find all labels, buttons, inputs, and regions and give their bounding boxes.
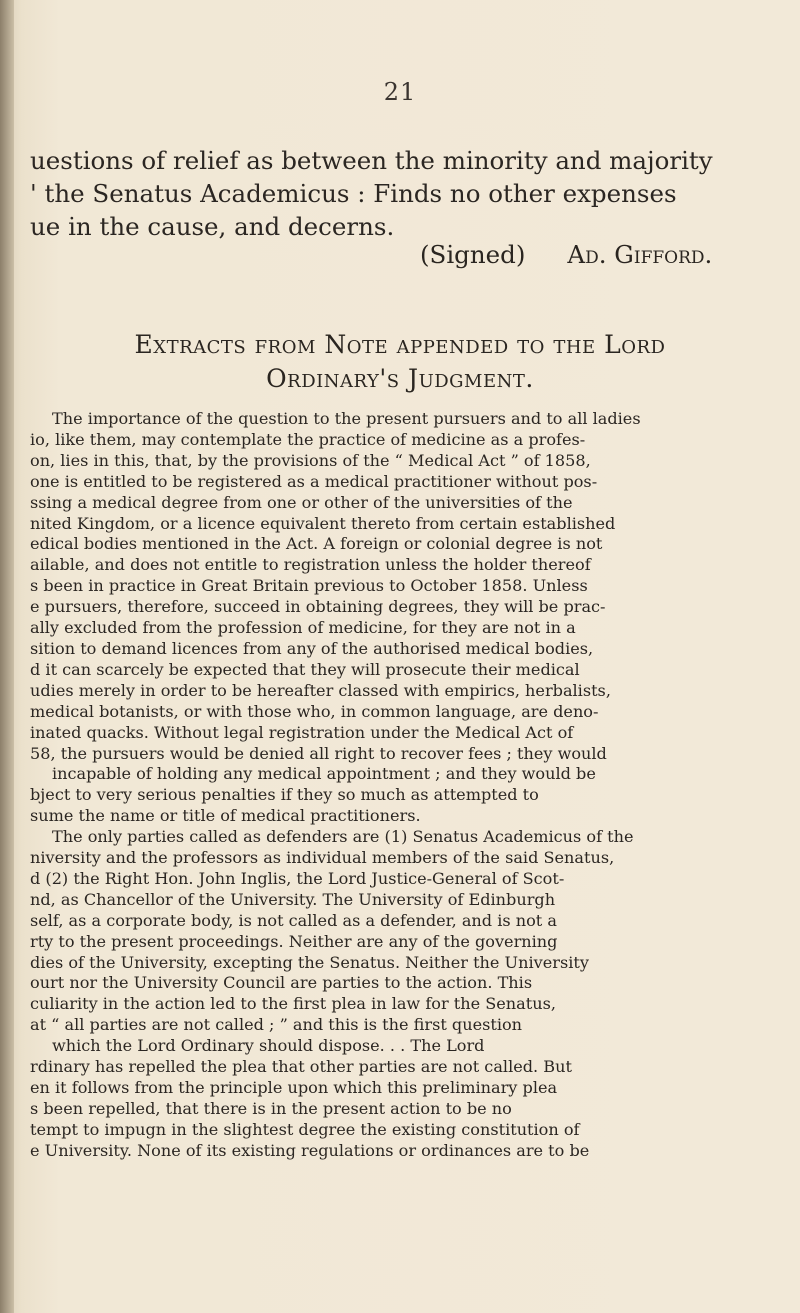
text-line: d (2) the Right Hon. John Inglis, the Lord Justice-General of Scot- bbox=[30, 868, 565, 888]
top-paragraph bbox=[30, 144, 790, 243]
text-line: e University. None of its existing regulations or ordinances are to be bbox=[30, 1140, 590, 1160]
text-line: one is entitled to be registered as a medical practitioner without pos- bbox=[30, 471, 598, 491]
text-line: The only parties called as defenders are (1) Senatus Academicus of the bbox=[52, 827, 634, 847]
text-line: culiarity in the action led to the first plea in law for the Senatus, bbox=[30, 994, 556, 1014]
text-line: ourt nor the University Council are parties to the action. This bbox=[30, 973, 533, 993]
text-line: udies merely in order to be hereafter classed with empirics, herbalists, bbox=[30, 680, 611, 700]
signatory-name: Ad. Gifford. bbox=[567, 240, 713, 269]
text-line: en it follows from the principle upon which this preliminary plea bbox=[30, 1078, 558, 1097]
text-line: sume the name or title of medical practitioners. bbox=[30, 806, 421, 826]
text-line: incapable of holding any medical appointment ; and they would be bbox=[52, 764, 596, 784]
text-line: bject to very serious penalties if they so much as attempted to bbox=[30, 785, 539, 805]
signed-label: (Signed) bbox=[420, 240, 526, 269]
text-line: niversity and the professors as individual members of the said Senatus, bbox=[30, 848, 615, 868]
text-line: rty to the present proceedings. Neither are any of the governing bbox=[30, 931, 558, 951]
section-heading bbox=[40, 328, 760, 396]
text-line: ue in the cause, and decerns. bbox=[30, 212, 395, 241]
text-line: nd, as Chancellor of the University. The University of Edinburgh bbox=[30, 889, 556, 909]
page-number: 21 bbox=[383, 78, 417, 106]
text-line: ' the Senatus Academicus : Finds no other expenses bbox=[30, 179, 677, 208]
text-line: s been repelled, that there is in the present action to be no bbox=[30, 1098, 512, 1118]
text-line: rdinary has repelled the plea that other parties are not called. But bbox=[30, 1057, 572, 1077]
text-line: ally excluded from the profession of medicine, for they are not in a bbox=[30, 618, 576, 638]
text-line: self, as a corporate body, is not called as a defender, and is not a bbox=[30, 910, 557, 930]
text-line: e pursuers, therefore, succeed in obtaining degrees, they will be prac- bbox=[30, 597, 606, 617]
heading-line: Extracts from Note appended to the Lord bbox=[134, 330, 666, 359]
text-line: d it can scarcely be expected that they will prosecute their medical bbox=[30, 659, 580, 679]
text-line: which the Lord Ordinary should dispose. . . The Lord bbox=[52, 1036, 485, 1056]
heading-line: Ordinary's Judgment. bbox=[266, 364, 534, 393]
note-body bbox=[30, 409, 772, 1162]
text-line: inated quacks. Without legal registration under the Medical Act of bbox=[30, 722, 574, 742]
text-line: dies of the University, excepting the Senatus. Neither the University bbox=[30, 952, 589, 972]
text-line: medical botanists, or with those who, in common language, are deno- bbox=[30, 701, 599, 721]
text-line: ssing a medical degree from one or other of the universities of the bbox=[30, 492, 573, 512]
text-line: io, like them, may contemplate the practice of medicine as a profes- bbox=[30, 429, 586, 449]
signature-block bbox=[420, 240, 712, 269]
text-line: nited Kingdom, or a licence equivalent thereto from certain established bbox=[30, 513, 616, 533]
text-line: tempt to impugn in the slightest degree the existing constitution of bbox=[30, 1119, 580, 1139]
text-line: s been in practice in Great Britain previous to October 1858. Unless bbox=[30, 576, 588, 596]
text-line: edical bodies mentioned in the Act. A foreign or colonial degree is not bbox=[30, 534, 603, 554]
text-line: 58, the pursuers would be denied all right to recover fees ; they would bbox=[30, 743, 607, 763]
text-line: The importance of the question to the present pursuers and to all ladies bbox=[52, 409, 641, 428]
text-line: sition to demand licences from any of the authorised medical bodies, bbox=[30, 638, 594, 658]
text-line: at “ all parties are not called ; ” and this is the first question bbox=[30, 1015, 523, 1035]
text-line: uestions of relief as between the minority and majority bbox=[30, 146, 713, 175]
page-gutter bbox=[0, 0, 14, 1313]
text-line: on, lies in this, that, by the provisions of the “ Medical Act ” of 1858, bbox=[30, 450, 591, 470]
text-line: ailable, and does not entitle to registration unless the holder thereof bbox=[30, 555, 591, 575]
